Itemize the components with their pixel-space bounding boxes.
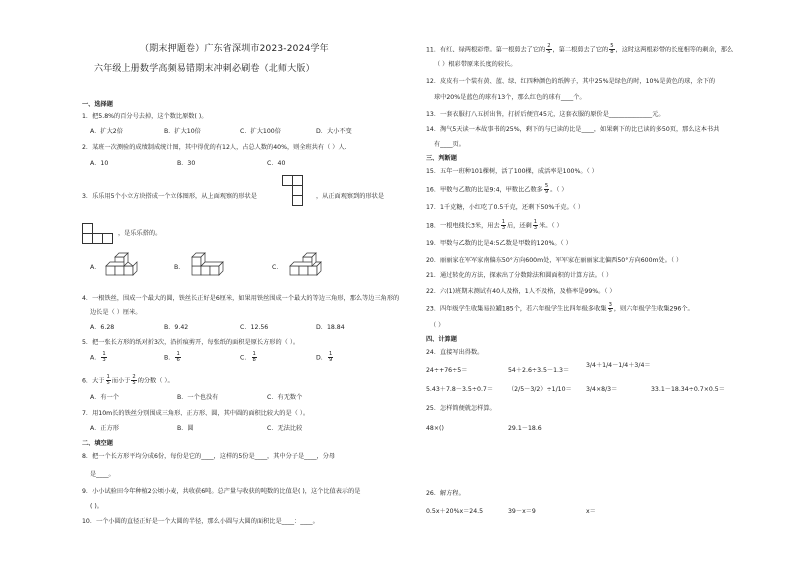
section-choice: 一、选择题 (82, 101, 113, 108)
question-11-line-1: 11．有红、绿两根彩带。第一根剪去了它的 $\frac{2}{5}$ ，第二根剪去了它的 $\frac{5}{8}$ ，这时这两根彩带的长度相等的剩余，那么 (426, 43, 734, 56)
question-12-line-2: 球中20%是蓝色的球有13个，那么红色的球有____个。 (434, 94, 586, 101)
question-17: 17．1千克糖，小红吃了0.5千克，还剩下50%千克。（ ） (426, 204, 585, 211)
question-8-line-2: 是____。 (90, 471, 115, 478)
q7-option-c[interactable]: C．无法比较 (267, 425, 303, 432)
question-3-part-b: ，从正面观察到的形状是 (316, 193, 385, 200)
question-5: 5．把一张长方形的纸对折3次，沿折痕剪开，每张纸的面积是原长方形的（ ）。 (82, 339, 300, 346)
top-view-figure (282, 175, 312, 205)
calc-6: 3/4×8/3＝ (586, 386, 618, 393)
simplify-1: 48×() (426, 425, 444, 432)
title-line-2: 六年级上册数学高频易错期末冲刺必刷卷（北师大版） (94, 64, 315, 74)
section-fill: 二、填空题 (82, 440, 113, 447)
question-25: 25．怎样简便就怎样算。 (426, 405, 496, 412)
question-15: 15．五年一班种101棵树，活了100棵，成活率是100%。（ ） (426, 168, 598, 175)
question-26: 26．解方程。 (426, 490, 465, 497)
q4-option-d[interactable]: D．18.84 (316, 324, 345, 331)
question-16: 16．甲数与乙数的比是9:4，甲数比乙数多 $\frac{5}{9}$ 。（ ） (426, 183, 568, 196)
section-calc: 四、计算题 (426, 336, 457, 343)
q1-option-d[interactable]: D．大小不变 (316, 128, 352, 135)
question-13: 13．一套衣服打八五折出售，打折后便宜45元，这套衣服的原价是______________元。 (426, 111, 665, 118)
q6-option-b[interactable]: B．一个也没有 (177, 394, 219, 401)
q4-option-b[interactable]: B．9.42 (164, 324, 189, 331)
question-8-line-1: 8．把一个长方形平均分成6份，每份是它的____，这样的5份是____，其中分子是____，分母 (82, 453, 336, 460)
q6-option-c[interactable]: C．有无数个 (267, 394, 303, 401)
q1-option-c[interactable]: C．扩大100倍 (240, 128, 281, 135)
question-14-line-2: 有____页。 (434, 141, 465, 148)
question-3-part-a: 3．乐乐用5个小立方块搭成一个立体图形，从上面观察的形状是 (82, 193, 257, 200)
question-6: 6．大于 $\frac{1}{5}$ 而小于 $\frac{2}{5}$ 的分数（ ）。 (82, 374, 174, 387)
question-21: 21．通过转化的方法，探索出了分数除法和圆面积的计算方法。（ ） (426, 272, 613, 279)
front-view-figure (82, 222, 122, 244)
question-22: 22．六(1)班期末测试有40人及格，1人不及格，及格率是99%。（ ） (426, 288, 616, 295)
equation-2: 39－x＝9 (508, 508, 536, 515)
question-10: 10．一个小圆的直径正好是一个大圆的半径，那么小圆与大圆的面积比是____：____。 (82, 518, 319, 525)
calc-1: 24÷+76÷5＝ (426, 367, 468, 374)
question-9-line-1: 9．小小试验田今年种植2公顷小麦，共收获6吨。总产量与收获的吨数的比值是( )，这个比值表示的是 (82, 488, 361, 495)
q7-option-a[interactable]: A．正方形 (90, 425, 119, 432)
calc-2: 54＋2.6÷3.5－1.3＝ (508, 367, 570, 374)
q2-option-a[interactable]: A．10 (90, 160, 109, 167)
calc-4: 5.43＋7.8－3.5÷0.7＝ (426, 386, 494, 393)
calc-3: 3/4＋1/4－1/4＋3/4＝ (586, 362, 651, 369)
question-24: 24．直接写出得数。 (426, 349, 484, 356)
q2-option-b[interactable]: B．30 (177, 160, 196, 167)
equation-3: x＝ (586, 508, 596, 515)
question-20: 20．丽丽家在军军家南偏东50°方向600m处，军军家在丽丽家北偏西50°方向600m处。（ ） (426, 257, 683, 264)
q5-option-b[interactable]: B． $\frac{1}{6}$ (164, 351, 180, 364)
question-18: 18．一根电线长3米，用去 $\frac{1}{3}$ 后，还剩 $\frac{1}{3}$ 米。（ ） (426, 219, 563, 232)
question-23: 23．四年级学生收集易拉罐185个，若六年级学生比四年级多收集 $\frac{3}{5}$ ，则六年级学生收集296个。 (426, 302, 694, 315)
q7-option-b[interactable]: B．圆 (177, 425, 194, 432)
question-1: 1．把5.8%的百分号去掉，这个数比原数( )。 (82, 113, 208, 120)
q6-option-a[interactable]: A．有一个 (90, 394, 119, 401)
title-line-1: （期末押题卷）广东省深圳市2023-2024学年 (140, 44, 329, 54)
question-2: 2．某班一次测验的成绩制成统计图，其中得优的有12人，占总人数的40%，则全班共有（ ）人. (82, 144, 347, 151)
question-4-part-b: 边长是（ ）厘米。 (90, 309, 142, 316)
question-19: 19．甲数与乙数的比是4:5乙数是甲数的120%。（ ） (426, 240, 572, 247)
q2-option-c[interactable]: C．40 (267, 160, 286, 167)
simplify-2: 29.1－18.6 (508, 425, 542, 432)
q3-option-c[interactable]: C． (272, 264, 283, 271)
q4-option-c[interactable]: C．12.56 (240, 324, 269, 331)
equation-1: 0.5x＋20%x＝24.5 (426, 508, 484, 515)
question-23-answer[interactable]: （ ） (430, 322, 445, 329)
section-judge: 三、判断题 (426, 155, 457, 162)
q5-option-d[interactable]: D． $\frac{1}{9}$ (316, 351, 333, 364)
calc-5: （2/5－3/2）÷1/10＝ (508, 386, 572, 393)
q3-option-b-figure (190, 252, 226, 278)
question-9-line-2: ( )。 (90, 503, 103, 510)
question-12-line-1: 12．皮皮有一个装有黄、蓝、绿、红四种颜色的纸牌子，其中25%是绿色的时，10%是黄色的球，余下的 (426, 78, 716, 85)
q1-option-b[interactable]: B．扩大10倍 (164, 128, 201, 135)
q3-option-c-figure (288, 250, 326, 278)
q5-option-a[interactable]: A． $\frac{1}{3}$ (90, 351, 106, 364)
question-3-part-c: ，是乐乐搭的。 (118, 230, 162, 237)
q3-option-a-figure (104, 248, 138, 278)
q3-option-b[interactable]: B． (174, 264, 185, 271)
q5-option-c[interactable]: C． $\frac{1}{8}$ (240, 351, 256, 364)
q1-option-a[interactable]: A．扩大2倍 (90, 128, 123, 135)
question-7: 7．用10m长的铁丝分别围成三角形、正方形、圆，其中圆的面积比较大的是（ ）。 (82, 410, 310, 417)
calc-7: 33.1－18.34÷0.7×0.5＝ (651, 386, 725, 393)
q4-option-a[interactable]: A．6.28 (90, 324, 115, 331)
question-11-line-2: （ ）根彩带原来长度的较长。 (434, 61, 517, 68)
question-14-line-1: 14．淘气5天读一本故事书的25%，剩下的与已读的比是____，如果剩下的比已读的多50页，那么这本书共 (426, 126, 720, 133)
q3-option-a[interactable]: A． (90, 264, 101, 271)
question-4-part-a: 4．一根铁丝，围成一个最大的圆，铁丝长正好是6厘米，如果用铁丝围成一个最大的等边三角形，那么等边三角形的 (82, 295, 400, 302)
